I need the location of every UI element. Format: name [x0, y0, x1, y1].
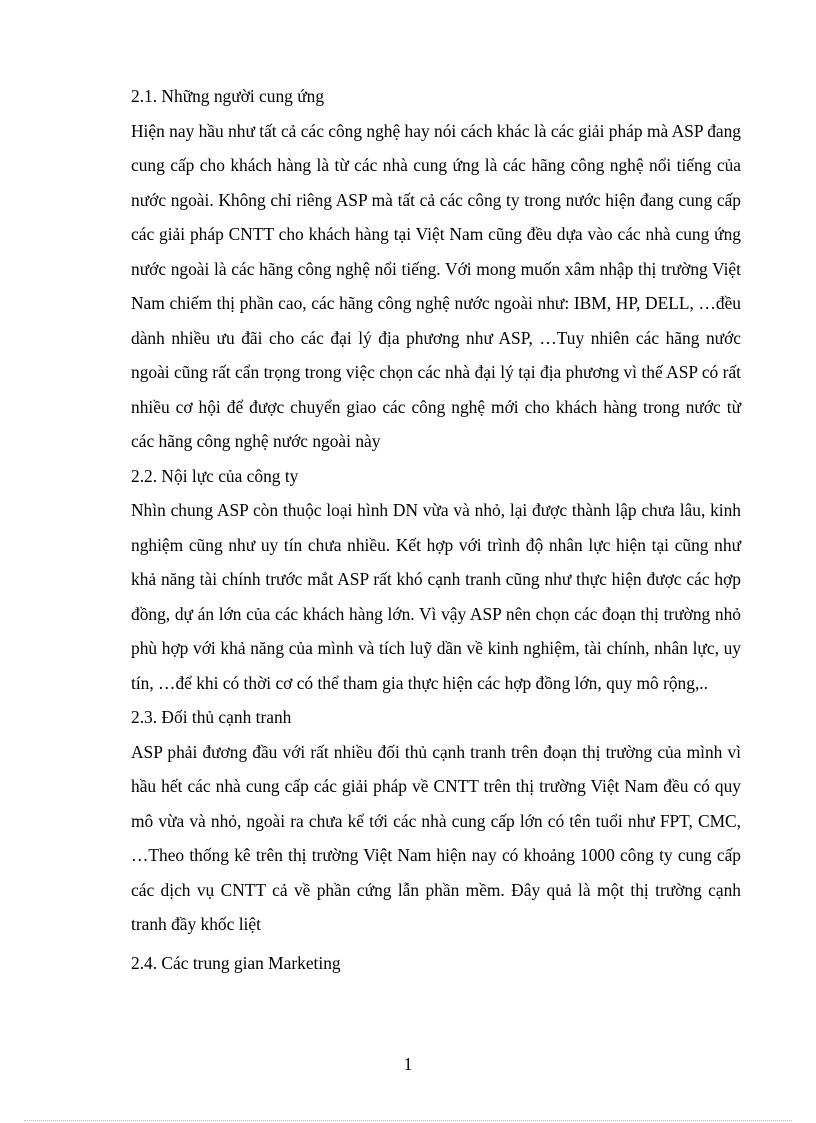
section-paragraph-2-2: Nhìn chung ASP còn thuộc loại hình DN vừa và nhỏ, lại được thành lập chưa lâu, kinh nghiệm cũng như uy tín chưa nhiều. Kết hợp với trình độ nhân lực hiện tại cũng như khả năng tài chính trước mắt ASP rất khó cạnh tranh cũng như thực hiện được các hợp đồng, dự án lớn của các khách hàng lớn. Vì vậy ASP nên chọn các đoạn thị trường nhỏ phù hợp với khả năng của mình và tích luỹ dần về kinh nghiệm, tài chính, nhân lực, uy tín, …để khi có thời cơ có thể tham gia thực hiện các hợp đồng lớn, quy mô rộng,.. [131, 500, 741, 693]
section-heading-2-3: 2.3. Đối thủ cạnh tranh [131, 707, 292, 727]
section-heading-2-4: 2.4. Các trung gian Marketing [131, 952, 341, 973]
section-heading-2-1: 2.1. Những người cung ứng [131, 86, 325, 106]
page-number: 1 [403, 1054, 413, 1074]
section-paragraph-2-1: Hiện nay hầu như tất cả các công nghệ hay nói cách khác là các giải pháp mà ASP đang cung cấp cho khách hàng là từ các nhà cung ứng là các hãng công nghệ nổi tiếng của nước ngoài. Không chỉ riêng ASP mà tất cả các công ty trong nước hiện đang cung cấp các giải pháp CNTT cho khách hàng tại Việt Nam cũng đều dựa vào các nhà cung ứng nước ngoài là các hãng công nghệ nổi tiếng. Với mong muốn xâm nhập thị trường Việt Nam chiếm thị phần cao, các hãng công nghệ nước ngoài như: IBM, HP, DELL, …đều dành nhiều ưu đãi cho các đại lý địa phương như ASP, …Tuy nhiên các hãng nước ngoài cũng rất cẩn trọng trong việc chọn các nhà đại lý tại địa phương vì thế ASP có rất nhiều cơ hội để được chuyển giao các công nghệ mới cho khách hàng trong nước từ các hãng công nghệ nước ngoài này [131, 120, 741, 451]
page-bottom-divider [24, 1120, 792, 1121]
section-heading-2-2: 2.2. Nội lực của công ty [131, 465, 299, 486]
section-paragraph-2-3: ASP phải đương đầu với rất nhiều đối thủ cạnh tranh trên đoạn thị trường của mình vì hầu hết các nhà cung cấp các giải pháp về CNTT trên thị trường Việt Nam đều có quy mô vừa và nhỏ, ngoài ra chưa kể tới các nhà cung cấp lớn có tên tuổi như FPT, CMC, …Theo thống kê trên thị trường Việt Nam hiện nay có khoảng 1000 công ty cung cấp các dịch vụ CNTT cả về phần cứng lẫn phần mềm. Đây quả là một thị trường cạnh tranh đầy khốc liệt [131, 741, 741, 934]
document-body [131, 79, 741, 980]
